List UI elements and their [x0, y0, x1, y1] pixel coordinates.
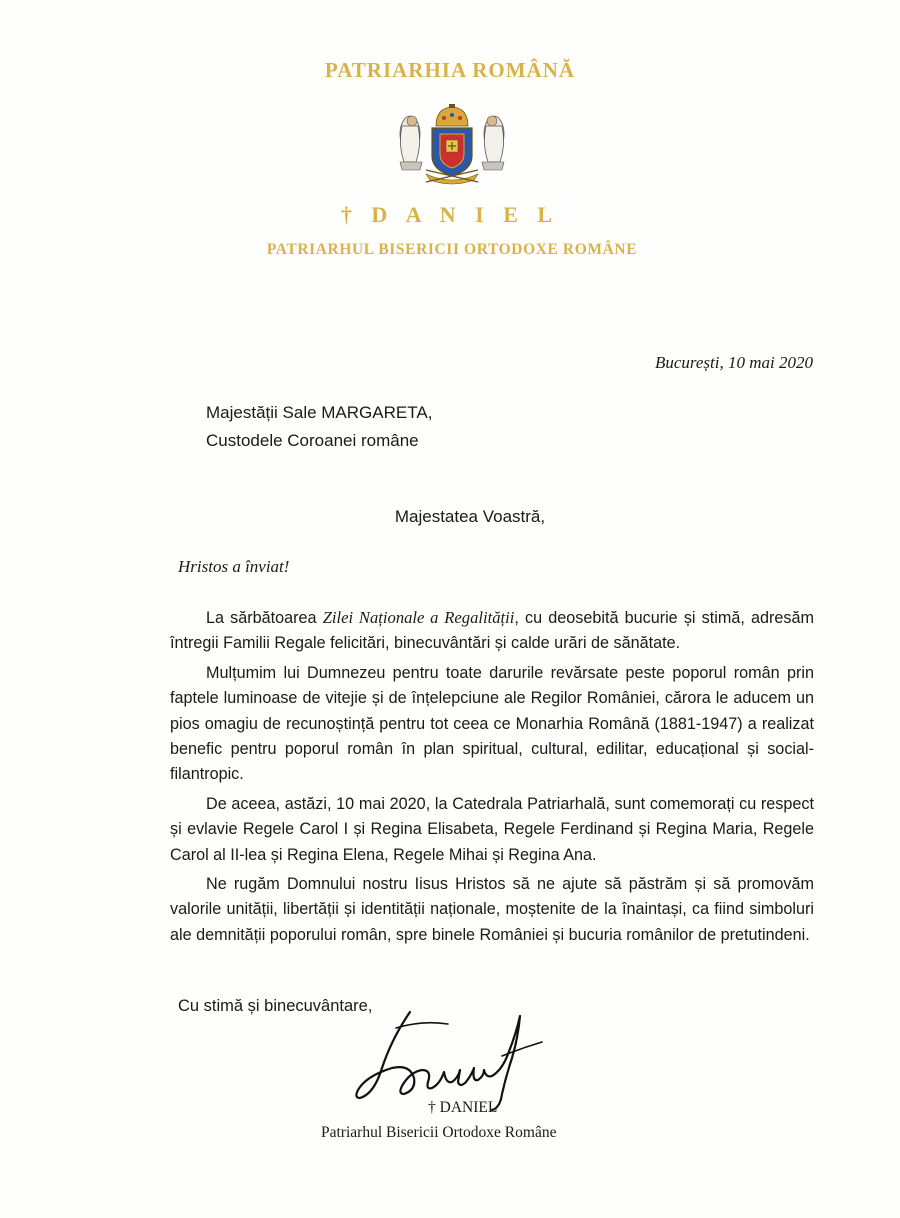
recipient-line-1: Majestății Sale MARGARETA, [206, 403, 433, 422]
institution-title: PATRIARHIA ROMÂNĂ [324, 58, 576, 82]
recipient-line-2: Custodele Coroanei române [206, 431, 419, 450]
body-paragraph-4: Ne rugăm Domnului nostru Iisus Hristos să ne ajute să păstrăm și să promovăm valorile unității, libertății și identității naționale, moștenite de la înaintași, ca fiind simboluri ale demnității poporului român, spre binele României și bucuria românilor de pretutindeni. [170, 875, 814, 944]
body-paragraph-1: La sărbătoarea Zilei Naționale a Regalității, cu deosebită bucurie și stimă, adresăm întregii Familii Regale felicitări, binecuvântări și calde urări de sănătate. [170, 608, 814, 653]
body-paragraph-3: De aceea, astăzi, 10 mai 2020, la Catedrala Patriarhală, sunt comemorați cu respect și evlavie Regele Carol I și Regina Elisabeta, Regele Ferdinand și Regina Maria, Regele Carol al II-lea și Regina Elena, Regele Mihai și Regina Ana. [170, 794, 814, 864]
recipient-block [206, 399, 432, 455]
patriarch-office-title: PATRIARHUL BISERICII ORTODOXE ROMÂNE [266, 241, 638, 258]
signatory-name: † DANIEL [428, 1099, 498, 1116]
right-angel-supporter [482, 116, 504, 170]
mitre-crown [436, 104, 468, 126]
salutation: Majestatea Voastră, [394, 507, 546, 526]
holiday-name: Zilei Naționale a Regalității [322, 608, 515, 627]
easter-greeting: Hristos a înviat! [178, 557, 290, 576]
shield [432, 128, 472, 176]
closing-formula: Cu stimă și binecuvântare, [178, 997, 373, 1015]
signatory-role: Patriarhul Bisericii Ortodoxe Române [321, 1124, 557, 1141]
patriarchate-coat-of-arms-icon [396, 104, 508, 186]
body-paragraph-2: Mulțumim lui Dumnezeu pentru toate darurile revărsate peste poporul român prin faptele luminoase de vitejie și de înțelepciune ale Regilor României, cărora le aducem un pios omagiu de recunoștință pentru tot ceea ce Monarhia Română (1881-1947) a realizat benefic pentru poporul român în plan spiritual, cultural, edilitar, educațional și social-filantropic. [170, 663, 814, 784]
letter-body [170, 605, 814, 952]
left-angel-supporter [400, 116, 422, 170]
place-and-date: București, 10 mai 2020 [654, 353, 813, 372]
patriarch-name-title: † D A N I E L [340, 202, 560, 227]
